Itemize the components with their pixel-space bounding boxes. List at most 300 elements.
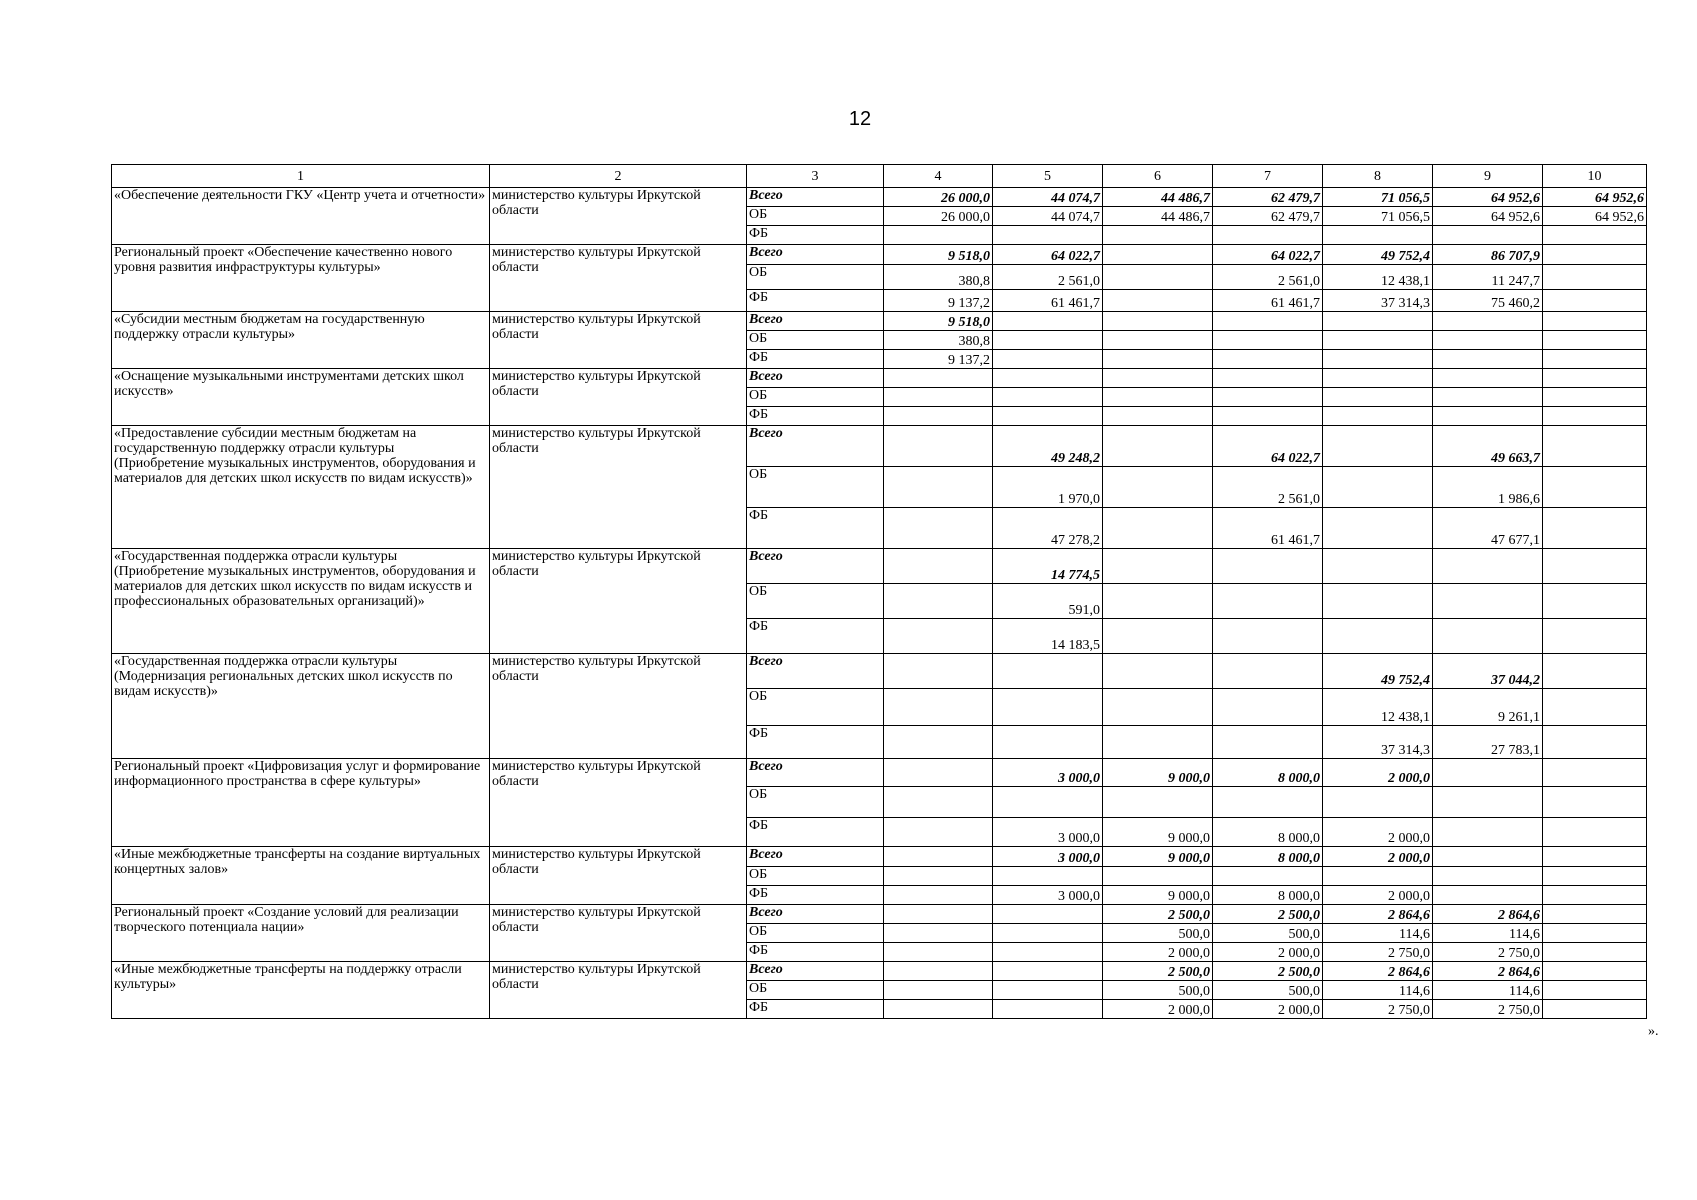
column-header: 5 — [993, 165, 1103, 188]
amount-cell: 2 561,0 — [1213, 467, 1323, 508]
column-header: 7 — [1213, 165, 1323, 188]
amount-cell: 9 518,0 — [884, 312, 993, 331]
amount-cell: 2 000,0 — [1103, 1000, 1213, 1019]
amount-cell: 64 952,6 — [1433, 188, 1543, 207]
funding-source-cell: ФБ — [747, 886, 884, 905]
amount-cell — [993, 226, 1103, 245]
amount-cell — [884, 549, 993, 584]
amount-cell: 2 000,0 — [1323, 886, 1433, 905]
amount-cell — [1543, 867, 1647, 886]
event-name-cell: «Предоставление субсидии местным бюджетам на государственную поддержку отрасли культуры (Приобретение музыкальных инструментов, оборудования и материалов для детских школ искусств по видам искусств)» — [112, 426, 490, 549]
amount-cell: 2 864,6 — [1323, 905, 1433, 924]
amount-cell: 71 056,5 — [1323, 188, 1433, 207]
amount-cell: 2 000,0 — [1323, 847, 1433, 867]
amount-cell — [993, 388, 1103, 407]
amount-cell — [1543, 905, 1647, 924]
amount-cell — [993, 924, 1103, 943]
budget-table — [111, 164, 1647, 1019]
amount-cell — [1213, 312, 1323, 331]
event-name-cell: «Оснащение музыкальными инструментами детских школ искусств» — [112, 369, 490, 426]
amount-cell: 2 750,0 — [1433, 1000, 1543, 1019]
amount-cell — [884, 847, 993, 867]
responsible-cell: министерство культуры Иркутской области — [490, 654, 747, 759]
amount-cell — [993, 407, 1103, 426]
amount-cell: 3 000,0 — [993, 847, 1103, 867]
amount-cell — [1323, 426, 1433, 467]
amount-cell — [1103, 407, 1213, 426]
amount-cell: 591,0 — [993, 584, 1103, 619]
amount-cell — [1213, 369, 1323, 388]
amount-cell — [1213, 619, 1323, 654]
amount-cell — [993, 981, 1103, 1000]
amount-cell — [993, 331, 1103, 350]
event-name-cell: «Обеспечение деятельности ГКУ «Центр учета и отчетности» — [112, 188, 490, 245]
amount-cell — [1323, 467, 1433, 508]
amount-cell: 114,6 — [1323, 924, 1433, 943]
amount-cell — [1543, 924, 1647, 943]
amount-cell: 61 461,7 — [993, 290, 1103, 312]
amount-cell — [1213, 350, 1323, 369]
amount-cell — [1433, 787, 1543, 818]
amount-cell — [884, 369, 993, 388]
amount-cell: 2 500,0 — [1103, 905, 1213, 924]
amount-cell: 3 000,0 — [993, 759, 1103, 787]
amount-cell: 71 056,5 — [1323, 207, 1433, 226]
funding-source-cell: ОБ — [747, 981, 884, 1000]
column-header: 8 — [1323, 165, 1433, 188]
amount-cell — [1323, 312, 1433, 331]
amount-cell — [884, 584, 993, 619]
responsible-cell: министерство культуры Иркутской области — [490, 312, 747, 369]
funding-source-cell: ФБ — [747, 818, 884, 847]
amount-cell: 44 486,7 — [1103, 207, 1213, 226]
amount-cell — [884, 619, 993, 654]
amount-cell: 2 000,0 — [1323, 759, 1433, 787]
amount-cell — [1543, 943, 1647, 962]
amount-cell: 2 750,0 — [1323, 943, 1433, 962]
amount-cell — [993, 369, 1103, 388]
event-name-cell: Региональный проект «Цифровизация услуг и формирование информационного пространства в сфере культуры» — [112, 759, 490, 847]
amount-cell: 9 137,2 — [884, 350, 993, 369]
amount-cell — [884, 654, 993, 689]
amount-cell — [1433, 759, 1543, 787]
amount-cell: 2 500,0 — [1213, 905, 1323, 924]
event-name-cell: «Иные межбюджетные трансферты на поддержку отрасли культуры» — [112, 962, 490, 1019]
funding-source-cell: ФБ — [747, 943, 884, 962]
amount-cell — [1433, 312, 1543, 331]
amount-cell — [993, 654, 1103, 689]
funding-source-cell: Всего — [747, 188, 884, 207]
amount-cell: 49 752,4 — [1323, 245, 1433, 265]
funding-source-cell: ОБ — [747, 331, 884, 350]
amount-cell — [884, 981, 993, 1000]
amount-cell: 500,0 — [1103, 924, 1213, 943]
funding-source-cell: ОБ — [747, 388, 884, 407]
amount-cell: 14 183,5 — [993, 619, 1103, 654]
amount-cell — [1323, 787, 1433, 818]
responsible-cell: министерство культуры Иркутской области — [490, 245, 747, 312]
amount-cell: 9 518,0 — [884, 245, 993, 265]
table-row — [112, 369, 1647, 388]
amount-cell: 44 486,7 — [1103, 188, 1213, 207]
responsible-cell: министерство культуры Иркутской области — [490, 549, 747, 654]
amount-cell: 64 952,6 — [1543, 188, 1647, 207]
amount-cell: 2 000,0 — [1103, 943, 1213, 962]
amount-cell: 380,8 — [884, 331, 993, 350]
responsible-cell: министерство культуры Иркутской области — [490, 426, 747, 549]
amount-cell: 86 707,9 — [1433, 245, 1543, 265]
amount-cell — [1543, 726, 1647, 759]
amount-cell — [1103, 226, 1213, 245]
funding-source-cell: Всего — [747, 312, 884, 331]
amount-cell: 9 000,0 — [1103, 759, 1213, 787]
column-header: 2 — [490, 165, 747, 188]
amount-cell: 500,0 — [1103, 981, 1213, 1000]
amount-cell — [993, 867, 1103, 886]
amount-cell — [993, 787, 1103, 818]
funding-source-cell: Всего — [747, 847, 884, 867]
amount-cell: 37 314,3 — [1323, 726, 1433, 759]
amount-cell: 62 479,7 — [1213, 188, 1323, 207]
amount-cell — [1433, 818, 1543, 847]
amount-cell — [993, 350, 1103, 369]
funding-source-cell: Всего — [747, 905, 884, 924]
amount-cell: 9 137,2 — [884, 290, 993, 312]
column-header: 9 — [1433, 165, 1543, 188]
amount-cell: 26 000,0 — [884, 188, 993, 207]
amount-cell — [1103, 689, 1213, 726]
amount-cell: 12 438,1 — [1323, 265, 1433, 290]
column-header: 3 — [747, 165, 884, 188]
amount-cell — [1103, 369, 1213, 388]
amount-cell: 114,6 — [1433, 981, 1543, 1000]
funding-source-cell: ОБ — [747, 689, 884, 726]
event-name-cell: «Иные межбюджетные трансферты на создание виртуальных концертных залов» — [112, 847, 490, 905]
amount-cell — [1103, 654, 1213, 689]
event-name-cell: Региональный проект «Создание условий для реализации творческого потенциала нации» — [112, 905, 490, 962]
amount-cell: 9 000,0 — [1103, 886, 1213, 905]
amount-cell — [1103, 584, 1213, 619]
amount-cell: 2 000,0 — [1213, 1000, 1323, 1019]
amount-cell — [1323, 584, 1433, 619]
amount-cell — [884, 388, 993, 407]
amount-cell — [884, 905, 993, 924]
amount-cell: 8 000,0 — [1213, 759, 1323, 787]
amount-cell — [1323, 549, 1433, 584]
funding-source-cell: ФБ — [747, 508, 884, 549]
amount-cell: 49 752,4 — [1323, 654, 1433, 689]
funding-source-cell: ФБ — [747, 1000, 884, 1019]
amount-cell — [1543, 388, 1647, 407]
amount-cell — [1213, 549, 1323, 584]
amount-cell: 11 247,7 — [1433, 265, 1543, 290]
amount-cell: 44 074,7 — [993, 207, 1103, 226]
amount-cell — [1543, 312, 1647, 331]
funding-source-cell: ФБ — [747, 290, 884, 312]
amount-cell: 9 000,0 — [1103, 847, 1213, 867]
amount-cell — [1103, 290, 1213, 312]
amount-cell — [1543, 467, 1647, 508]
amount-cell — [884, 726, 993, 759]
amount-cell: 64 952,6 — [1433, 207, 1543, 226]
amount-cell — [1103, 867, 1213, 886]
funding-source-cell: Всего — [747, 962, 884, 981]
amount-cell: 2 864,6 — [1323, 962, 1433, 981]
amount-cell: 2 750,0 — [1323, 1000, 1433, 1019]
table-row — [112, 549, 1647, 584]
amount-cell — [993, 943, 1103, 962]
amount-cell — [1543, 426, 1647, 467]
table-row — [112, 312, 1647, 331]
funding-source-cell: Всего — [747, 654, 884, 689]
amount-cell — [1543, 962, 1647, 981]
amount-cell — [1103, 467, 1213, 508]
amount-cell — [1543, 331, 1647, 350]
event-name-cell: «Государственная поддержка отрасли культуры (Приобретение музыкальных инструментов, оборудования и материалов для детских школ искусств по видам искусств и профессиональных образовательных организаций)» — [112, 549, 490, 654]
amount-cell — [1433, 847, 1543, 867]
amount-cell — [1213, 867, 1323, 886]
funding-source-cell: ФБ — [747, 350, 884, 369]
amount-cell — [993, 1000, 1103, 1019]
table-body — [112, 188, 1647, 1019]
amount-cell — [884, 886, 993, 905]
funding-source-cell: Всего — [747, 245, 884, 265]
amount-cell: 2 864,6 — [1433, 905, 1543, 924]
amount-cell — [884, 508, 993, 549]
table-row — [112, 847, 1647, 867]
amount-cell — [1213, 726, 1323, 759]
amount-cell — [884, 426, 993, 467]
amount-cell — [1103, 245, 1213, 265]
amount-cell: 61 461,7 — [1213, 508, 1323, 549]
amount-cell: 64 022,7 — [993, 245, 1103, 265]
amount-cell — [1543, 787, 1647, 818]
amount-cell — [1543, 689, 1647, 726]
table-row — [112, 245, 1647, 265]
amount-cell — [1213, 331, 1323, 350]
table-row — [112, 426, 1647, 467]
responsible-cell: министерство культуры Иркутской области — [490, 369, 747, 426]
responsible-cell: министерство культуры Иркутской области — [490, 962, 747, 1019]
amount-cell: 2 864,6 — [1433, 962, 1543, 981]
amount-cell — [884, 689, 993, 726]
amount-cell: 3 000,0 — [993, 886, 1103, 905]
amount-cell: 8 000,0 — [1213, 847, 1323, 867]
amount-cell — [1103, 726, 1213, 759]
amount-cell: 12 438,1 — [1323, 689, 1433, 726]
amount-cell — [1103, 350, 1213, 369]
amount-cell — [1323, 407, 1433, 426]
amount-cell — [1543, 407, 1647, 426]
amount-cell — [1213, 407, 1323, 426]
funding-source-cell: ОБ — [747, 265, 884, 290]
amount-cell — [1213, 388, 1323, 407]
funding-source-cell: ОБ — [747, 584, 884, 619]
funding-source-cell: ФБ — [747, 407, 884, 426]
amount-cell — [1103, 265, 1213, 290]
column-header: 6 — [1103, 165, 1213, 188]
amount-cell: 64 022,7 — [1213, 245, 1323, 265]
amount-cell — [1543, 245, 1647, 265]
amount-cell: 44 074,7 — [993, 188, 1103, 207]
amount-cell — [884, 226, 993, 245]
amount-cell: 75 460,2 — [1433, 290, 1543, 312]
amount-cell — [1103, 388, 1213, 407]
event-name-cell: «Государственная поддержка отрасли культуры (Модернизация региональных детских школ искусств по видам искусств)» — [112, 654, 490, 759]
funding-source-cell: ОБ — [747, 467, 884, 508]
responsible-cell: министерство культуры Иркутской области — [490, 188, 747, 245]
amount-cell — [1213, 787, 1323, 818]
funding-source-cell: ФБ — [747, 619, 884, 654]
amount-cell: 49 248,2 — [993, 426, 1103, 467]
amount-cell — [1433, 226, 1543, 245]
amount-cell — [1543, 290, 1647, 312]
amount-cell — [1543, 350, 1647, 369]
amount-cell: 26 000,0 — [884, 207, 993, 226]
amount-cell — [1433, 886, 1543, 905]
column-number-row — [112, 165, 1647, 188]
amount-cell: 3 000,0 — [993, 818, 1103, 847]
amount-cell: 64 952,6 — [1543, 207, 1647, 226]
amount-cell — [993, 962, 1103, 981]
amount-cell — [1433, 407, 1543, 426]
amount-cell: 1 970,0 — [993, 467, 1103, 508]
amount-cell: 27 783,1 — [1433, 726, 1543, 759]
amount-cell — [1433, 369, 1543, 388]
amount-cell: 500,0 — [1213, 924, 1323, 943]
amount-cell — [884, 818, 993, 847]
event-name-cell: «Субсидии местным бюджетам на государственную поддержку отрасли культуры» — [112, 312, 490, 369]
amount-cell — [993, 726, 1103, 759]
amount-cell: 114,6 — [1323, 981, 1433, 1000]
amount-cell: 2 750,0 — [1433, 943, 1543, 962]
amount-cell — [1433, 388, 1543, 407]
amount-cell: 49 663,7 — [1433, 426, 1543, 467]
amount-cell — [884, 759, 993, 787]
amount-cell: 8 000,0 — [1213, 818, 1323, 847]
amount-cell: 47 278,2 — [993, 508, 1103, 549]
page-number: 12 — [848, 108, 872, 130]
amount-cell: 2 561,0 — [1213, 265, 1323, 290]
amount-cell — [1323, 508, 1433, 549]
amount-cell: 9 261,1 — [1433, 689, 1543, 726]
column-header: 10 — [1543, 165, 1647, 188]
amount-cell — [993, 905, 1103, 924]
amount-cell — [1543, 1000, 1647, 1019]
amount-cell: 2 561,0 — [993, 265, 1103, 290]
amount-cell — [1543, 654, 1647, 689]
amount-cell — [884, 467, 993, 508]
amount-cell — [1543, 265, 1647, 290]
amount-cell — [1323, 619, 1433, 654]
amount-cell — [1323, 388, 1433, 407]
amount-cell: 61 461,7 — [1213, 290, 1323, 312]
amount-cell: 2 500,0 — [1213, 962, 1323, 981]
amount-cell — [1433, 867, 1543, 886]
amount-cell: 2 000,0 — [1213, 943, 1323, 962]
amount-cell — [884, 924, 993, 943]
funding-source-cell: Всего — [747, 549, 884, 584]
amount-cell — [1543, 584, 1647, 619]
column-header: 4 — [884, 165, 993, 188]
amount-cell — [1543, 369, 1647, 388]
amount-cell — [993, 689, 1103, 726]
amount-cell — [1543, 226, 1647, 245]
funding-source-cell: ОБ — [747, 924, 884, 943]
amount-cell — [1323, 350, 1433, 369]
amount-cell: 2 000,0 — [1323, 818, 1433, 847]
amount-cell — [1543, 847, 1647, 867]
amount-cell — [1543, 886, 1647, 905]
amount-cell: 9 000,0 — [1103, 818, 1213, 847]
amount-cell: 62 479,7 — [1213, 207, 1323, 226]
table-row — [112, 188, 1647, 207]
funding-source-cell: ОБ — [747, 867, 884, 886]
amount-cell — [1103, 312, 1213, 331]
amount-cell — [1433, 350, 1543, 369]
funding-source-cell: Всего — [747, 426, 884, 467]
funding-source-cell: ФБ — [747, 226, 884, 245]
funding-source-cell: ФБ — [747, 726, 884, 759]
amount-cell: 500,0 — [1213, 981, 1323, 1000]
table-row — [112, 654, 1647, 689]
amount-cell: 14 774,5 — [993, 549, 1103, 584]
amount-cell — [1433, 584, 1543, 619]
amount-cell — [884, 787, 993, 818]
amount-cell — [884, 407, 993, 426]
responsible-cell: министерство культуры Иркутской области — [490, 905, 747, 962]
amount-cell: 64 022,7 — [1213, 426, 1323, 467]
amount-cell: 47 677,1 — [1433, 508, 1543, 549]
amount-cell: 114,6 — [1433, 924, 1543, 943]
funding-source-cell: Всего — [747, 759, 884, 787]
amount-cell — [884, 943, 993, 962]
amount-cell — [1213, 654, 1323, 689]
funding-source-cell: ОБ — [747, 787, 884, 818]
amount-cell — [884, 1000, 993, 1019]
closing-quote-mark: ». — [1648, 1024, 1659, 1039]
funding-source-cell: ОБ — [747, 207, 884, 226]
responsible-cell: министерство культуры Иркутской области — [490, 759, 747, 847]
amount-cell — [1103, 549, 1213, 584]
amount-cell — [1323, 226, 1433, 245]
table-row — [112, 962, 1647, 981]
amount-cell — [1433, 331, 1543, 350]
amount-cell — [884, 962, 993, 981]
amount-cell — [1543, 981, 1647, 1000]
amount-cell — [1103, 508, 1213, 549]
amount-cell — [1543, 619, 1647, 654]
amount-cell — [1323, 369, 1433, 388]
amount-cell — [1213, 689, 1323, 726]
event-name-cell: Региональный проект «Обеспечение качественно нового уровня развития инфраструктуры культуры» — [112, 245, 490, 312]
table-row — [112, 759, 1647, 787]
amount-cell — [993, 312, 1103, 331]
amount-cell — [1433, 549, 1543, 584]
amount-cell — [1103, 331, 1213, 350]
amount-cell: 37 044,2 — [1433, 654, 1543, 689]
amount-cell — [1103, 619, 1213, 654]
amount-cell: 2 500,0 — [1103, 962, 1213, 981]
amount-cell — [1433, 619, 1543, 654]
amount-cell: 8 000,0 — [1213, 886, 1323, 905]
table-row — [112, 905, 1647, 924]
amount-cell — [1323, 867, 1433, 886]
amount-cell — [1543, 508, 1647, 549]
amount-cell: 1 986,6 — [1433, 467, 1543, 508]
amount-cell — [884, 867, 993, 886]
amount-cell — [1323, 331, 1433, 350]
